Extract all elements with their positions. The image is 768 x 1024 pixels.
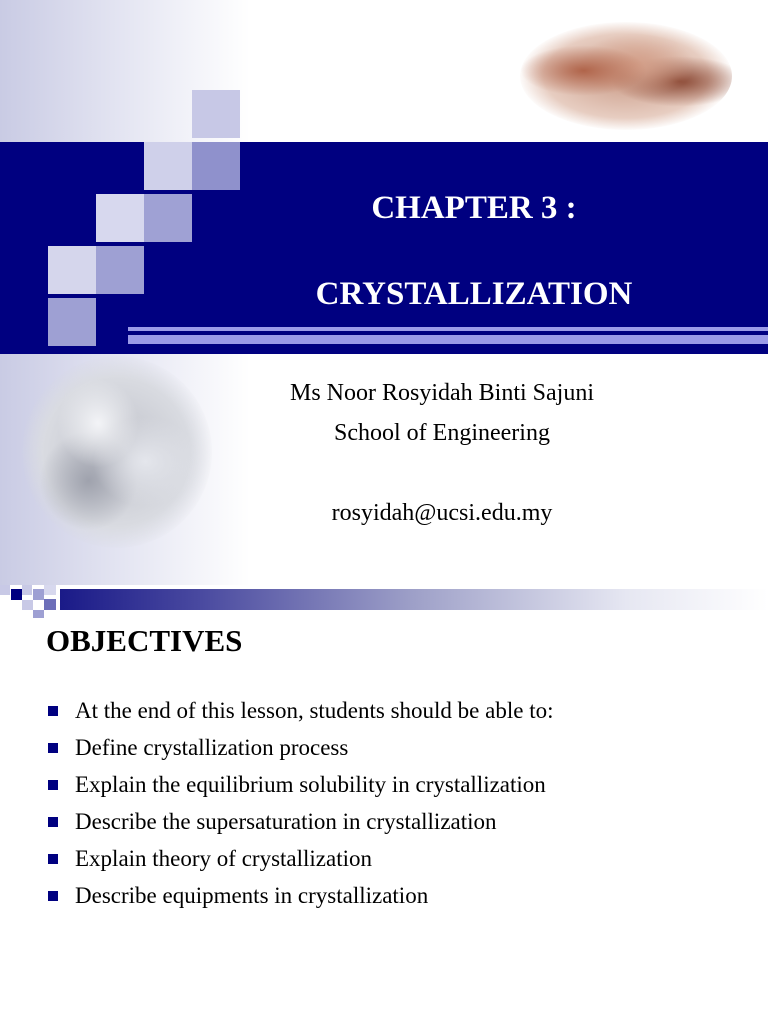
deco-square: [11, 589, 22, 600]
objectives-list: [46, 697, 553, 919]
objective-text: Define crystallization process: [75, 735, 349, 760]
deco-square: [22, 600, 33, 610]
chapter-title: CHAPTER 3 :: [371, 190, 577, 226]
crystal-image-white: [22, 356, 212, 548]
objective-text: Describe equipments in crystallization: [75, 883, 429, 908]
list-item: [46, 845, 553, 882]
square-bullet-icon: [48, 706, 58, 716]
deco-square: [0, 194, 48, 242]
objective-text: Explain the equilibrium solubility in crystallization: [75, 772, 546, 797]
deco-square: [33, 589, 44, 600]
objective-text: At the end of this lesson, students should be able to:: [75, 698, 554, 723]
deco-square: [22, 585, 32, 595]
deco-square: [44, 599, 56, 610]
deco-square: [96, 194, 144, 242]
banner-stripe: [128, 335, 768, 344]
objectives-heading: OBJECTIVES: [46, 623, 243, 658]
list-item: [46, 734, 553, 771]
author-email: rosyidah@ucsi.edu.my: [331, 500, 553, 526]
deco-square: [192, 90, 240, 138]
chapter-subtitle: CRYSTALLIZATION: [315, 276, 633, 312]
deco-square: [0, 585, 10, 595]
square-bullet-icon: [48, 854, 58, 864]
header-gradient-bar: [60, 589, 768, 610]
crystal-image-orange: [520, 22, 732, 130]
objective-text: Explain theory of crystallization: [75, 846, 372, 871]
square-bullet-icon: [48, 891, 58, 901]
objective-text: Describe the supersaturation in crystallization: [75, 809, 497, 834]
author-name: Ms Noor Rosyidah Binti Sajuni: [289, 380, 595, 406]
objectives-slide: [0, 585, 768, 1024]
deco-square: [96, 246, 144, 294]
list-item: [46, 882, 553, 919]
list-item: [46, 697, 553, 734]
deco-square: [33, 610, 44, 618]
deco-square: [192, 142, 240, 190]
square-bullet-icon: [48, 743, 58, 753]
list-item: [46, 808, 553, 845]
list-item: [46, 771, 553, 808]
deco-square: [44, 585, 56, 595]
square-bullet-icon: [48, 780, 58, 790]
banner-stripe: [128, 327, 768, 331]
square-bullet-icon: [48, 817, 58, 827]
deco-square: [48, 246, 96, 294]
deco-square: [48, 298, 96, 346]
deco-square: [144, 142, 192, 190]
school-name: School of Engineering: [334, 420, 550, 446]
deco-square: [96, 306, 128, 354]
